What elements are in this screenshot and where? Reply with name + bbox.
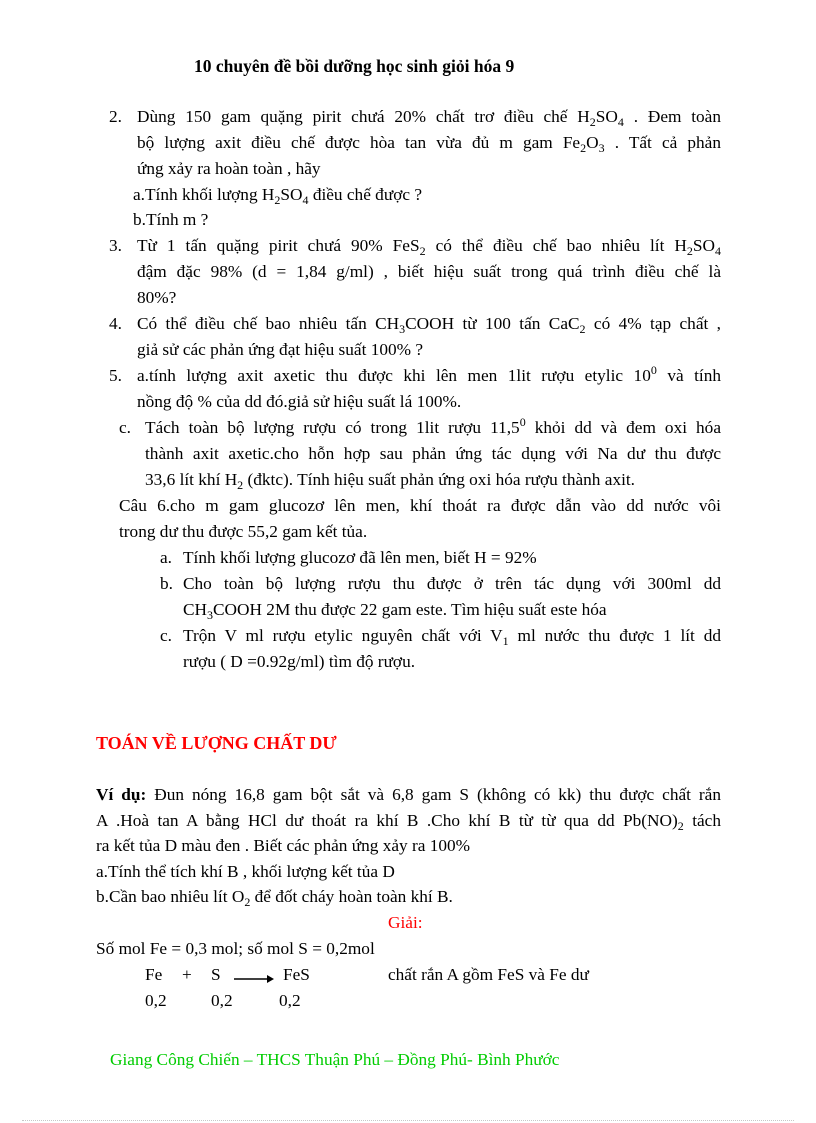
- example-line-1: Ví dụ: Đun nóng 16,8 gam bột sắt và 6,8 gam S (không có kk) thu được chất rắn: [96, 785, 721, 804]
- problem-4-number: 4.: [109, 314, 122, 333]
- problem-5-line-1: a.tính lượng axit axetic thu được khi lên men 1lit rượu etylic $10^0$ và tính: [137, 363, 722, 385]
- question-6b-line-2: $CH_3COOH$ 2M thu được 22 gam este. Tìm hiệu suất este hóa: [183, 600, 607, 622]
- reactant-s: S: [211, 965, 221, 984]
- problem-3-line-3: 80%?: [137, 288, 177, 307]
- reaction-arrow-icon: [234, 971, 274, 985]
- question-6-line-1: Câu 6.cho m gam glucozơ lên men, khí thoát ra được dẫn vào dd nước vôi: [119, 496, 721, 515]
- question-6b-label: b.: [160, 574, 173, 593]
- mol-fe: 0,2: [145, 991, 167, 1010]
- page-header: 10 chuyên đề bồi dưỡng học sinh giỏi hóa 9: [194, 56, 515, 76]
- problem-4-line-1: Có thể điều chế bao nhiêu tấn $CH_3COOH$ từ 100 tấn CaC$_2$ có 4% tạp chất ,: [137, 314, 721, 336]
- page-footer: Giang Công Chiến – THCS Thuận Phú – Đồng Phú- Bình Phước: [110, 1050, 560, 1069]
- problem-5c-line-3: 33,6 lít khí $H_2$ (đktc). Tính hiệu suất phản ứng oxi hóa rượu thành axit.: [145, 470, 636, 492]
- problem-5-line-2: nồng độ % của dd đó.giả sử hiệu suất lá 100%.: [137, 392, 462, 411]
- example-line-5: b.Cần bao nhiêu lít $O_2$ để đốt cháy hoàn toàn khí B.: [96, 887, 453, 909]
- question-6a-text: Tính khối lượng glucozơ đã lên men, biết H = 92%: [183, 548, 537, 567]
- mol-s: 0,2: [211, 991, 233, 1010]
- question-6b-line-1: Cho toàn bộ lượng rượu thu được ở trên tác dụng với 300ml dd: [183, 574, 721, 593]
- problem-2-part-b: b.Tính m ?: [133, 210, 209, 229]
- problem-2-line-1: Dùng 150 gam quặng pirit chưá 20% chất trơ điều chế $H_2SO_4$ . Đem toàn: [137, 107, 721, 129]
- problem-2-line-3: ứng xảy ra hoàn toàn , hãy: [137, 159, 321, 178]
- section-heading: TOÁN VỀ LƯỢNG CHẤT DƯ: [96, 733, 337, 753]
- question-6c-label: c.: [160, 626, 172, 645]
- reaction-note: chất rắn A gồm FeS và Fe dư: [388, 965, 589, 984]
- problem-4-line-2: giả sử các phản ứng đạt hiệu suất 100% ?: [137, 340, 424, 359]
- plus-sign: +: [182, 965, 192, 984]
- problem-2-number: 2.: [109, 107, 122, 126]
- question-6a-label: a.: [160, 548, 172, 567]
- problem-3-number: 3.: [109, 236, 122, 255]
- product-fes: FeS: [283, 965, 310, 984]
- problem-5c-line-1: Tách toàn bộ lượng rượu có trong 1lit rượu 11,5$^0$ khỏi dd và đem oxi hóa: [145, 415, 721, 437]
- problem-2-line-2: bộ lượng axit điều chế được hòa tan vừa đủ m gam $Fe_2O_3$ . Tất cả phản: [137, 133, 721, 155]
- mol-fes: 0,2: [279, 991, 301, 1010]
- problem-5c-line-2: thành axit axetic.cho hỗn hợp sau phản ứng tác dụng với Na dư thu được: [145, 444, 721, 463]
- problem-5c-label: c.: [119, 418, 131, 437]
- example-line-4: a.Tính thể tích khí B , khối lượng kết tủa D: [96, 862, 395, 881]
- problem-2-part-a: a.Tính khối lượng $H_2SO_4$ điều chế được ?: [133, 185, 422, 207]
- solution-label: Giải:: [388, 913, 423, 932]
- problem-3-line-1: Từ 1 tấn quặng pirit chưá 90% FeS$_2$ có thể điều chế bao nhiêu lít $H_2SO_4$: [137, 236, 721, 258]
- bottom-rule: [22, 1120, 794, 1121]
- question-6-line-2: trong dư thu được 55,2 gam kết tủa.: [119, 522, 368, 541]
- question-6c-line-1: Trộn V ml rượu etylic nguyên chất với $V_1$ ml nước thu được 1 lít dd: [183, 626, 721, 648]
- problem-3-line-2: đậm đặc 98% (d = 1,84 g/ml) , biết hiệu suất trong quá trình điều chế là: [137, 262, 721, 281]
- solution-moles: Số mol Fe = 0,3 mol; số mol S = 0,2mol: [96, 939, 375, 958]
- example-line-2: A .Hoà tan A bằng HCl dư thoát ra khí B .Cho khí B từ từ qua dd $Pb(NO)_2$ tách: [96, 811, 721, 833]
- reactant-fe: Fe: [145, 965, 163, 984]
- example-line-3: ra kết tủa D màu đen . Biết các phản ứng xảy ra 100%: [96, 836, 471, 855]
- problem-5-number: 5.: [109, 366, 122, 385]
- question-6c-line-2: rượu ( D =0.92g/ml) tìm độ rượu.: [183, 652, 416, 671]
